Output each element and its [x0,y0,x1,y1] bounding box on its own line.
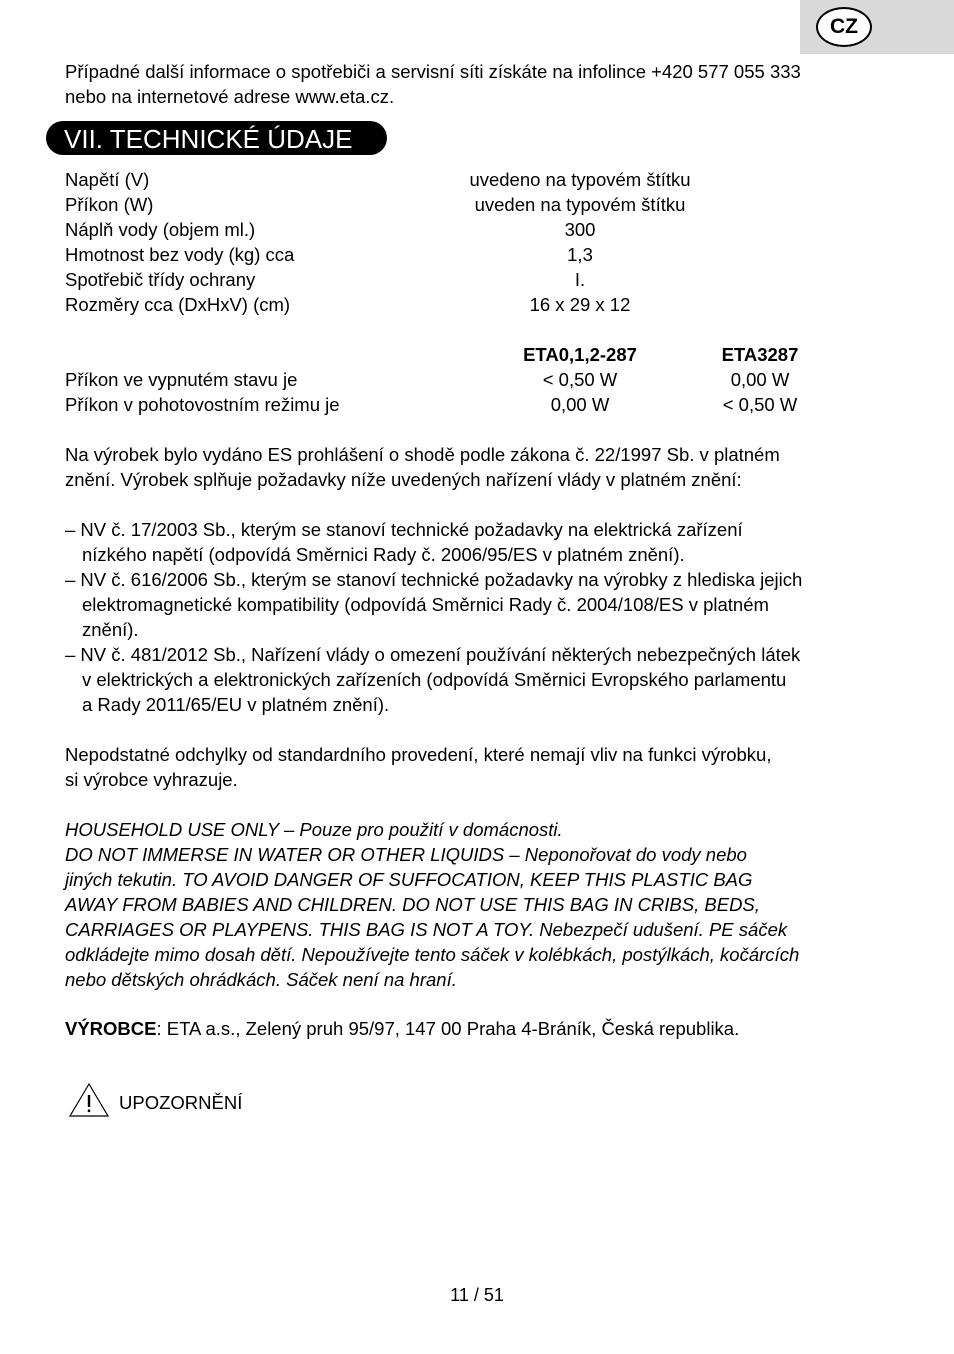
power-table-row [65,392,885,417]
language-badge: CZ [816,7,872,47]
power-table-row [65,367,885,392]
power-value-a: < 0,50 W [542,369,618,390]
spec-value: I. [574,269,586,290]
regulation-item: – NV č. 17/2003 Sb., kterým se stanoví technické požadavky na elektrická zařízení [65,519,743,540]
spec-row [65,192,885,217]
declaration-line-2: znění. Výrobek splňuje požadavky níže uvedených nařízení vlády v platném znění: [65,469,742,490]
regulation-item-continued: v elektrických a elektronických zařízeních (odpovídá Směrnici Evropského parlamentu [82,669,787,690]
spec-label: Příkon (W) [65,194,154,215]
intro-line-2: nebo na internetové adrese www.eta.cz. [65,86,395,107]
manufacturer-label: VÝROBCE [65,1018,157,1039]
warning-triangle-icon [68,1082,110,1118]
regulation-item: – NV č. 481/2012 Sb., Nařízení vlády o omezení používání některých nebezpečných látek [65,644,801,665]
manufacturer-line [65,1016,739,1041]
spec-value: uveden na typovém štítku [474,194,686,215]
page-number: 11 / 51 [450,1285,504,1305]
declaration-line-1: Na výrobek bylo vydáno ES prohlášení o shodě podle zákona č. 22/1997 Sb. v platném [65,444,780,465]
spec-value: 1,3 [567,244,593,265]
power-value-a: 0,00 W [550,394,610,415]
warning-line: AWAY FROM BABIES AND CHILDREN. DO NOT USE THIS BAG IN CRIBS, BEDS, [65,894,760,915]
power-value-b: 0,00 W [730,369,790,390]
power-label: Příkon v pohotovostním režimu je [65,394,340,415]
spec-label: Napětí (V) [65,169,150,190]
power-value-b: < 0,50 W [722,394,798,415]
power-table-header [65,342,885,367]
spec-value: 300 [564,219,596,240]
spec-row [65,167,885,192]
regulation-item: – NV č. 616/2006 Sb., kterým se stanoví technické požadavky na výrobky z hlediska jejich [65,569,803,590]
spec-value: uvedeno na typovém štítku [469,169,691,190]
warning-line: odkládejte mimo dosah dětí. Nepoužívejte tento sáček v kolébkách, postýlkách, kočárcích [65,944,800,965]
spec-row [65,292,885,317]
spec-label: Hmotnost bez vody (kg) cca [65,244,295,265]
regulation-item-continued: znění). [82,619,139,640]
intro-line-1: Případné další informace o spotřebiči a servisní síti získáte na infolince +420 577 055 333 [65,61,801,82]
regulation-item-continued: a Rady 2011/65/EU v platném znění). [82,694,390,715]
warning-line: DO NOT IMMERSE IN WATER OR OTHER LIQUIDS – Neponořovat do vody nebo [65,844,747,865]
regulation-item-continued: elektromagnetické kompatibility (odpovídá Směrnici Rady č. 2004/108/ES v platném [82,594,769,615]
section-title: VII. TECHNICKÉ ÚDAJE [46,121,387,155]
power-label: Příkon ve vypnutém stavu je [65,369,298,390]
warning-line: CARRIAGES OR PLAYPENS. THIS BAG IS NOT A TOY. Nebezpečí udušení. PE sáček [65,919,788,940]
manufacturer-text: : ETA a.s., Zelený pruh 95/97, 147 00 Praha 4-Bráník, Česká republika. [156,1018,740,1039]
model-header-a: ETA0,1,2-287 [523,344,637,365]
spec-label: Rozměry cca (DxHxV) (cm) [65,294,291,315]
deviation-line-1: Nepodstatné odchylky od standardního provedení, které nemají vliv na funkci výrobku, [65,744,772,765]
spec-row [65,242,885,267]
spec-row [65,267,885,292]
warning-line: jiných tekutin. TO AVOID DANGER OF SUFFOCATION, KEEP THIS PLASTIC BAG [65,869,753,890]
regulation-item-continued: nízkého napětí (odpovídá Směrnici Rady č. 2006/95/ES v platném znění). [82,544,685,565]
caution-label: UPOZORNĚNÍ [119,1092,243,1113]
warning-line: nebo dětských ohrádkách. Sáček není na hraní. [65,969,457,990]
spec-value: 16 x 29 x 12 [529,294,631,315]
spec-row [65,217,885,242]
deviation-line-2: si výrobce vyhrazuje. [65,769,238,790]
warning-line: HOUSEHOLD USE ONLY – Pouze pro použití v domácnosti. [65,819,563,840]
spec-label: Náplň vody (objem ml.) [65,219,256,240]
spec-label: Spotřebič třídy ochrany [65,269,256,290]
model-header-b: ETA3287 [721,344,799,365]
